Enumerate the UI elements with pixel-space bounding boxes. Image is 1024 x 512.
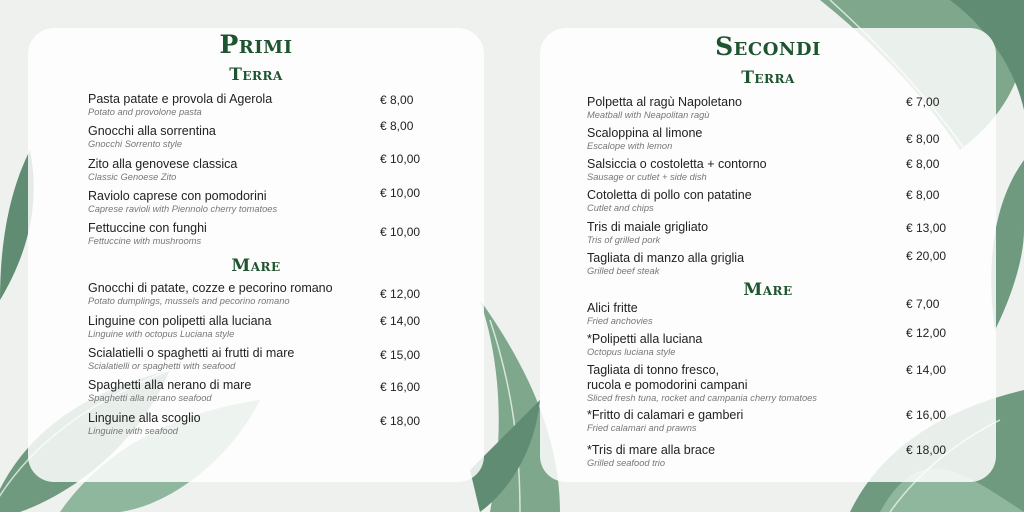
- dish-description: Octopus luciana style: [587, 347, 676, 357]
- dish-price: € 7,00: [906, 297, 940, 311]
- dish-name: Cotoletta di pollo con patatine: [587, 188, 752, 202]
- dish-price: € 13,00: [906, 221, 947, 235]
- dish-name: Alici fritte: [587, 301, 638, 315]
- dish-name: Zito alla genovese classica: [88, 157, 238, 171]
- dish-description: Classic Genoese Zito: [88, 172, 177, 182]
- primi-mare-title: Mare: [231, 256, 281, 276]
- dish-description: Gnocchi Sorrento style: [88, 139, 183, 149]
- dish-name: *Tris di mare alla brace: [587, 443, 716, 457]
- dish-name: Raviolo caprese con pomodorini: [88, 189, 267, 203]
- dish-price: € 16,00: [380, 380, 421, 394]
- dish-price: € 18,00: [380, 414, 421, 428]
- dish-description: Linguine with seafood: [88, 426, 178, 436]
- list-item: [587, 301, 653, 327]
- dish-description: Fettuccine with mushrooms: [88, 236, 202, 246]
- dish-price: € 10,00: [380, 225, 421, 239]
- dish-description: Sausage or cutlet + side dish: [587, 172, 707, 182]
- list-item: [88, 92, 272, 118]
- dish-description: Linguine with octopus Luciana style: [88, 329, 235, 339]
- dish-price: € 8,00: [906, 157, 940, 171]
- list-item: [587, 251, 744, 277]
- dish-name: Scaloppina al limone: [587, 126, 703, 140]
- dish-description: Sliced fresh tuna, rocket and campania cherry tomatoes: [587, 393, 817, 403]
- dish-name: Gnocchi di patate, cozze e pecorino romano: [88, 281, 333, 295]
- dish-price: € 12,00: [906, 326, 947, 340]
- dish-description: Potato and provolone pasta: [88, 107, 202, 117]
- secondi-mare-title: Mare: [743, 280, 793, 300]
- list-item: [587, 408, 743, 434]
- dish-name-line-2: rucola e pomodorini campani: [587, 378, 748, 392]
- list-item: [587, 126, 702, 152]
- dish-name: Tagliata di tonno fresco,: [587, 363, 720, 377]
- secondi-title: Secondi: [715, 32, 821, 61]
- dish-description: Scialatielli or spaghetti with seafood: [88, 361, 236, 371]
- dish-name: Linguine alla scoglio: [88, 411, 201, 425]
- dish-description: Spaghetti alla nerano seafood: [88, 393, 212, 403]
- dish-name: Tris di maiale grigliato: [587, 220, 709, 234]
- dish-price: € 10,00: [380, 186, 421, 200]
- dish-price: € 14,00: [380, 314, 421, 328]
- list-item: [587, 363, 817, 404]
- dish-name: Spaghetti alla nerano di mare: [88, 378, 252, 392]
- dish-price: € 15,00: [380, 348, 421, 362]
- dish-description: Grilled seafood trio: [587, 458, 666, 468]
- dish-price: € 20,00: [906, 249, 947, 263]
- dish-price: € 16,00: [906, 408, 947, 422]
- dish-description: Grilled beef steak: [587, 266, 660, 276]
- list-item: [88, 221, 207, 247]
- dish-description: Tris of grilled pork: [587, 235, 661, 245]
- dish-price: € 8,00: [906, 132, 940, 146]
- dish-description: Potato dumplings, mussels and pecorino romano: [88, 296, 290, 306]
- dish-description: Cutlet and chips: [587, 203, 654, 213]
- list-item: [587, 157, 767, 183]
- dish-price: € 14,00: [906, 363, 947, 377]
- list-item: [88, 124, 216, 150]
- dish-name: Pasta patate e provola di Agerola: [88, 92, 273, 106]
- list-item: [587, 443, 715, 469]
- dish-name: *Fritto di calamari e gamberi: [587, 408, 744, 422]
- dish-name: *Polipetti alla luciana: [587, 332, 703, 346]
- dish-name: Tagliata di manzo alla griglia: [587, 251, 745, 265]
- dish-name: Salsiccia o costoletta + contorno: [587, 157, 767, 171]
- list-item: [587, 95, 742, 121]
- dish-price: € 8,00: [380, 119, 414, 133]
- dish-name: Gnocchi alla sorrentina: [88, 124, 216, 138]
- dish-description: Meatball with Neapolitan ragù: [587, 110, 710, 120]
- dish-name: Linguine con polipetti alla luciana: [88, 314, 272, 328]
- dish-description: Fried calamari and prawns: [587, 423, 697, 433]
- list-item: [88, 378, 251, 404]
- dish-name: Polpetta al ragù Napoletano: [587, 95, 742, 109]
- list-item: [88, 314, 271, 340]
- dish-price: € 18,00: [906, 443, 947, 457]
- list-item: [88, 346, 294, 372]
- primi-terra-title: Terra: [229, 65, 283, 85]
- primi-title: Primi: [219, 30, 293, 59]
- list-item: [88, 411, 201, 437]
- dish-price: € 12,00: [380, 287, 421, 301]
- list-item: [587, 332, 702, 358]
- list-item: [88, 281, 333, 307]
- dish-price: € 8,00: [380, 93, 414, 107]
- dish-name: Scialatielli o spaghetti ai frutti di mare: [88, 346, 295, 360]
- secondi-terra-title: Terra: [741, 68, 795, 88]
- dish-name: Fettuccine con funghi: [88, 221, 207, 235]
- list-item: [88, 189, 277, 215]
- dish-price: € 10,00: [380, 152, 421, 166]
- list-item: [88, 157, 237, 183]
- dish-description: Fried anchovies: [587, 316, 653, 326]
- dish-price: € 8,00: [906, 188, 940, 202]
- dish-description: Caprese ravioli with Piennolo cherry tomatoes: [88, 204, 278, 214]
- primi-panel: [28, 28, 484, 482]
- secondi-panel: [540, 28, 996, 482]
- list-item: [587, 220, 708, 246]
- dish-price: € 7,00: [906, 95, 940, 109]
- list-item: [587, 188, 752, 214]
- dish-description: Escalope with lemon: [587, 141, 673, 151]
